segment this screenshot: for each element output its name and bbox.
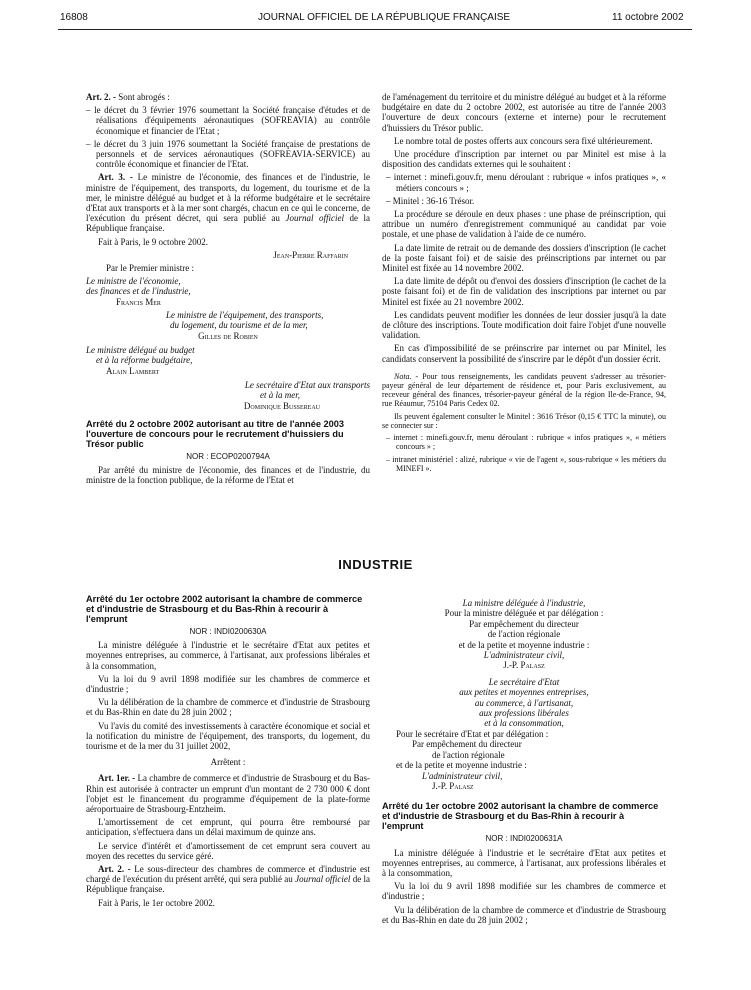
delegation: Par empêchement du directeur <box>469 618 579 629</box>
list-item: – intranet ministériel : alizé, rubrique « vie de l'agent », sous-rubrique « les métiers du MINEFI ». <box>386 454 666 473</box>
signatory: Gilles de Robien <box>198 331 258 342</box>
article-label: Art. 2. - <box>86 92 116 102</box>
right-top-column <box>382 92 666 476</box>
minister-title: Le secrétaire d'Etat aux transports <box>244 379 370 390</box>
article-label: Art. 1er. - <box>98 773 136 784</box>
paragraph: Vu la délibération de la chambre de commerce et d'industrie de Strasbourg et du Bas-Rhin en date du 28 juin 2002 ; <box>382 904 666 925</box>
signature-intro: Par le Premier ministre : <box>106 263 194 274</box>
journal-ref: Journal officiel <box>285 213 344 224</box>
paragraph: Le nombre total de postes offerts aux concours sera fixé ultérieurement. <box>394 135 653 146</box>
article-text-end: de la République française. <box>86 874 370 895</box>
left-bottom-column <box>86 594 370 911</box>
paragraph: Vu la loi du 9 avril 1898 modifiée sur les chambres de commerce et d'industrie ; <box>86 673 370 695</box>
minister-title: Le ministre de l'économie, <box>86 276 181 287</box>
paragraph: La procédure se déroule en deux phases : une phase de préinscription, qui attribue un numéro d'enregistrement communiqué au candidat par voie postale, et une phase de validation à l'aide de ce numéro. <box>382 209 666 240</box>
article-label: Art. 2. - <box>98 864 131 875</box>
left-top-column <box>86 92 370 489</box>
paragraph: La date limite de dépôt ou d'envoi des dossiers d'inscription (le cachet de la poste faisant foi) et de fin de validation des inscriptions par internet ou par Minitel est fixée au 21 novembre 2002. <box>382 276 666 307</box>
paragraph: Vu la loi du 9 avril 1898 modifiée sur les chambres de commerce et d'industrie ; <box>382 881 666 902</box>
arrete-title: Arrêté du 2 octobre 2002 autorisant au titre de l'année 2003 l'ouverture de concours pour le recrutement d'huissiers du Trésor public <box>86 419 344 450</box>
paragraph: Le service d'intérêt et d'amortissement de cet emprunt sera couvert au moyen des recettes du service géré. <box>86 840 370 861</box>
arrete-intro: Par arrêté du ministre de l'économie, des finances et de l'industrie, du ministre de la fonction publique, de la réforme de l'Etat et <box>86 465 370 486</box>
abrogation-item: – le décret du 3 février 1976 soumettant la Société française d'études et de réalisations d'équipements aéronautiques (SOFREAVIA) au contrôle économique et financier de l'Etat ; <box>86 105 370 136</box>
article-text: La chambre de commerce et d'industrie de Strasbourg et du Bas-Rhin est autorisée à contracter un emprunt d'un montant de 2 730 000 € dont l'objet est le financement du programme d'équipement de la plate-forme aéroportuaire de Strasbourg-Entzheim. <box>86 773 370 815</box>
minister-title: au commerce, à l'artisanat, <box>474 697 574 708</box>
minister-title: Le ministre délégué au budget <box>86 344 195 355</box>
signatory-title: L'administrateur civil, <box>483 650 565 661</box>
signatory: Dominique Bussereau <box>243 400 320 411</box>
paragraph: Les candidats peuvent modifier les données de leur dossier jusqu'à la date de clôture des inscriptions. Toute modification doit faire l'objet d'une nouvelle validation. <box>382 309 666 341</box>
note-label: Nota. - <box>394 371 419 381</box>
paragraph: En cas d'impossibilité de se préinscrire par internet ou par Minitel, les candidats conservent la possibilité de s'inscrire par le dépôt d'un dossier écrit. <box>382 343 666 364</box>
header-rule <box>58 29 692 30</box>
minister-title: et à la mer, <box>260 389 300 400</box>
signatory: Jean-Pierre Raffarin <box>273 249 348 260</box>
paragraph: La ministre déléguée à l'industrie et le secrétaire d'Etat aux petites et moyennes entreprises, au commerce, à l'artisanat, aux professions libérales et à la consommation, <box>382 847 666 878</box>
delegation: et de la petite et moyenne industrie : <box>458 639 590 650</box>
minister-title: Le ministre de l'équipement, des transports, <box>166 310 324 321</box>
article-label: Art. 3. - <box>98 172 133 183</box>
journal-title: JOURNAL OFFICIEL DE LA RÉPUBLIQUE FRANÇAISE <box>258 12 511 23</box>
delegation: Pour le secrétaire d'Etat et par délégation : <box>396 728 549 739</box>
arrete-title: Arrêté du 1er octobre 2002 autorisant la chambre de commerce et d'industrie de Strasbourg et du Bas-Rhin à recourir à l'emprunt <box>382 801 659 832</box>
minister-title: du logement, du tourisme et de la mer, <box>170 320 308 331</box>
minister-title: aux professions libérales <box>479 708 569 719</box>
signature-date: Fait à Paris, le 9 octobre 2002. <box>98 236 208 247</box>
abrogation-item: – le décret du 3 juin 1976 soumettant la Société française de prestations de personnels et de services aéronautiques (SOFREAVIA-SERVICE) au contrôle économique et financier de l'Etat. <box>86 138 370 170</box>
signature-date: Fait à Paris, le 1er octobre 2002. <box>98 897 215 908</box>
right-bottom-column <box>382 598 666 928</box>
paragraph: La ministre déléguée à l'industrie et le secrétaire d'Etat aux petites et moyennes entreprises, au commerce, à l'artisanat, aux professions libérales et à la consommation, <box>86 640 370 671</box>
delegation: de l'action régionale <box>432 749 505 760</box>
minister-title: aux petites et moyennes entreprises, <box>459 687 589 698</box>
note-paragraph: Ils peuvent également consulter le Minitel : 3616 Trésor (0,15 € TTC la minute), ou se connecter sur : <box>382 411 666 430</box>
note-text: Pour tous renseignements, les candidats peuvent s'adresser au trésorier-payeur général de leur département de résidence et, pour Paris exclusivement, au receveur général des finances, trésorier-payeur général de la région Ile-de-France, 94, rue Réaumur, 75104 Paris Cedex 02. <box>382 371 666 409</box>
article-text-end: de la République française. <box>86 213 370 234</box>
list-item: – internet : minefi.gouv.fr, menu déroulant : rubrique « infos pratiques », « métiers concours » ; <box>386 172 666 193</box>
paragraph: Vu la délibération de la chambre de commerce et d'industrie de Strasbourg et du Bas-Rhin en date du 28 juin 2002 ; <box>86 697 370 718</box>
article-text: Sont abrogés : <box>118 92 170 102</box>
paragraph: La date limite de retrait ou de demande des dossiers d'inscription (le cachet de la poste faisant foi) et de saisie des préinscriptions par internet ou par Minitel est fixée au 14 novembre 2002. <box>382 242 666 274</box>
minister-title: des finances et de l'industrie, <box>86 286 191 297</box>
page-number: 16808 <box>60 12 88 23</box>
article-text: Le ministre de l'économie, des finances et de l'industrie, le ministre de l'équipement, des transports, du logement, du tourisme et de la mer, le ministre délégué au budget et à la réforme budgétaire et le secrétaire d'Etat aux transports et à la mer sont chargés, chacun en ce qui le concerne, de l'exécution du présent décret, qui sera publié au <box>86 172 370 224</box>
minister-title: et à la consommation, <box>484 718 564 729</box>
paragraph: Vu l'avis du comité des investissements à caractère économique et social et la notification du ministre de l'équipement, des transports, du logement, du tourisme et de la mer du 31 juillet 2002, <box>86 720 370 752</box>
journal-ref: Journal officiel <box>295 874 351 885</box>
nor-reference: NOR : INDI0200631A <box>485 834 563 844</box>
section-title: INDUSTRIE <box>338 557 413 572</box>
signatory: Francis Mer <box>116 297 161 308</box>
arrete-title: Arrêté du 1er octobre 2002 autorisant la chambre de commerce et d'industrie de Strasbourg et du Bas-Rhin à recourir à l'emprunt <box>86 594 363 624</box>
list-item: – internet : minefi.gouv.fr, menu déroulant : rubrique « infos pratiques », « métiers concours » ; <box>386 433 666 452</box>
paragraph: Une procédure d'inscription par internet ou par Minitel est mise à la disposition des candidats externes qui le souhaitent : <box>382 149 666 170</box>
list-item: – Minitel : 36-16 Trésor. <box>386 195 475 206</box>
signatory-title: L'administrateur civil, <box>422 770 503 781</box>
delegation: de l'action régionale <box>487 629 561 640</box>
minister-title: Le secrétaire d'Etat <box>488 676 560 687</box>
signatory: J.-P. Palasz <box>432 780 474 791</box>
paragraph: L'amortissement de cet emprunt, qui pourra être remboursé par anticipation, s'effectuera dans un délai maximum de quinze ans. <box>86 817 370 838</box>
arretent: Arrêtent : <box>210 757 246 768</box>
nor-reference: NOR : INDI0200630A <box>189 627 267 636</box>
signatory: Alain Lambert <box>106 365 160 376</box>
signatory: J.-P. Palasz <box>503 660 545 671</box>
minister-title: et à la réforme budgétaire, <box>96 354 193 365</box>
paragraph: de l'aménagement du territoire et du ministre délégué au budget et à la réforme budgétaire en date du 2 octobre 2002, est autorisée au titre de l'année 2003 l'ouverture de deux concours (externe et interne) pour le recrutement d'huissiers du Trésor public. <box>382 92 666 133</box>
article-text: Le sous-directeur des chambres de commerce et d'industrie est chargé de l'exécution du présent arrêté, qui sera publié au <box>86 864 370 885</box>
delegation: Par empêchement du directeur <box>412 739 522 750</box>
delegation: et de la petite et moyenne industrie : <box>396 760 527 771</box>
issue-date: 11 octobre 2002 <box>612 12 684 23</box>
delegation: Pour la ministre déléguée et par délégation : <box>444 608 604 619</box>
minister-title: La ministre déléguée à l'industrie, <box>462 598 586 608</box>
nor-reference: NOR : ECOP0200794A <box>186 452 270 462</box>
